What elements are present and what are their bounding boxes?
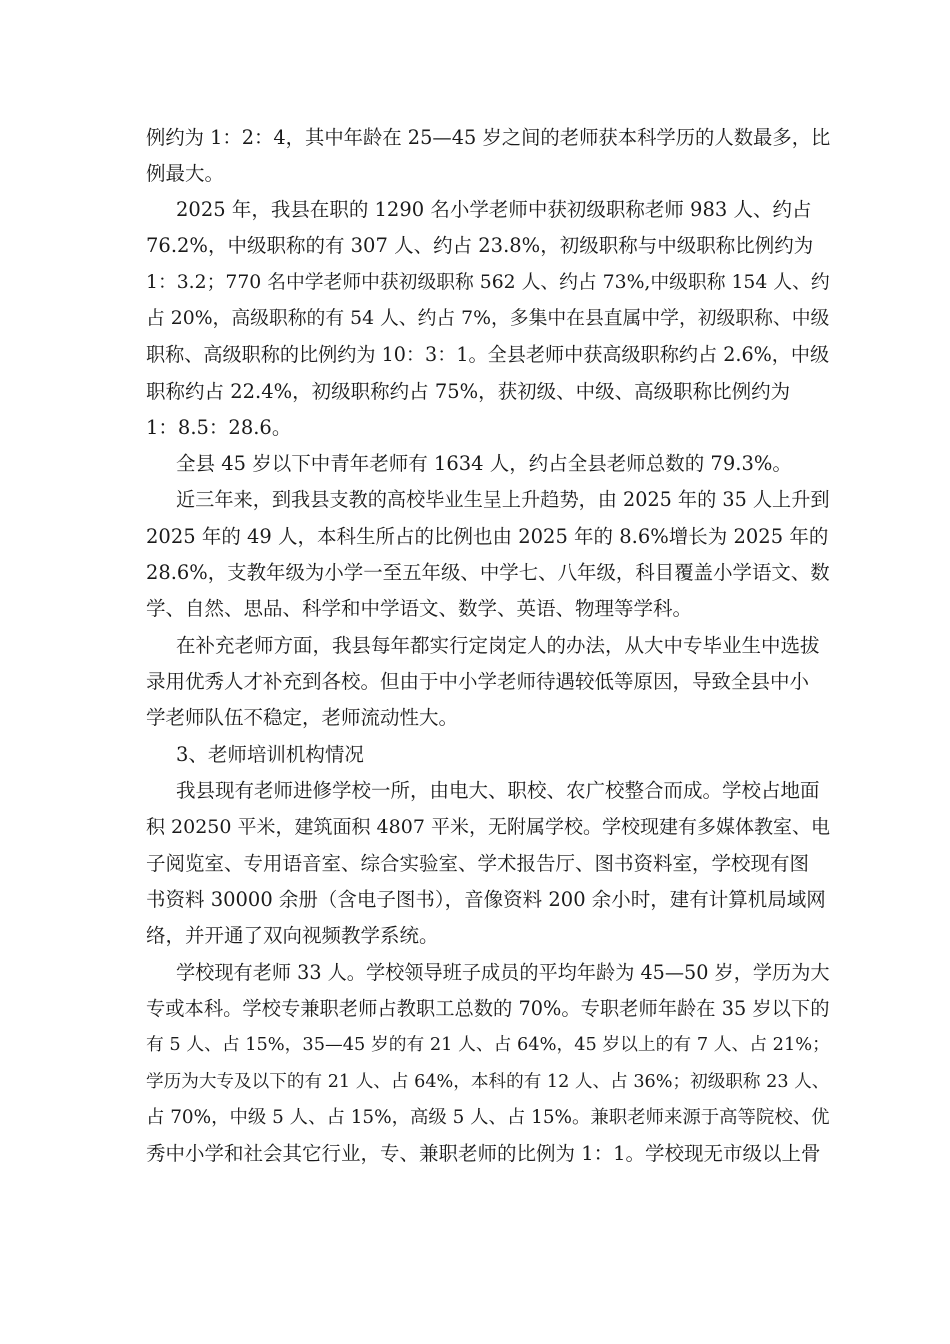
text-line: 占 70%，中级 5 人、占 15%，高级 5 人、占 15%。兼职老师来源于高等院校、优: [146, 1107, 830, 1128]
text-line: 学校现有老师 33 人。学校领导班子成员的平均年龄为 45—50 岁，学历为大: [176, 961, 830, 984]
section-heading: 3、老师培训机构情况: [176, 743, 364, 766]
text-line: 书资料 30000 余册（含电子图书），音像资料 200 余小时，建有计算机局域网: [146, 888, 826, 911]
text-line: 占 20%，高级职称的有 54 人、约占 7%，多集中在县直属中学，初级职称、中级: [146, 308, 830, 329]
text-line: 28.6%，支教年级为小学一至五年级、中学七、八年级，科目覆盖小学语文、数: [146, 561, 830, 584]
text-line: 学历为大专及以下的有 21 人、占 64%，本科的有 12 人、占 36%；初级职称 23 人、: [146, 1072, 830, 1092]
text-line: 学老师队伍不稳定，老师流动性大。: [146, 706, 459, 729]
text-line: 例约为 1：2：4，其中年龄在 25—45 岁之间的老师获本科学历的人数最多，比: [146, 126, 831, 149]
text-line: 在补充老师方面，我县每年都实行定岗定人的办法，从大中专毕业生中选拔: [176, 634, 820, 657]
text-line: 76.2%，中级职称的有 307 人、约占 23.8%，初级职称与中级职称比例约为: [146, 234, 814, 257]
text-line: 全县 45 岁以下中青年老师有 1634 人，约占全县老师总数的 79.3%。: [176, 452, 792, 475]
text-line: 近三年来，到我县支教的高校毕业生呈上升趋势，由 2025 年的 35 人上升到: [176, 488, 830, 511]
text-line: 秀中小学和社会其它行业，专、兼职老师的比例为 1：1。学校现无市级以上骨: [146, 1142, 821, 1165]
text-line: 例最大。: [146, 162, 225, 185]
text-line: 2025 年，我县在职的 1290 名小学老师中获初级职称老师 983 人、约占: [176, 198, 812, 221]
text-line: 专或本科。学校专兼职老师占教职工总数的 70%。专职老师年龄在 35 岁以下的: [146, 997, 830, 1020]
text-line: 络，并开通了双向视频教学系统。: [146, 924, 439, 947]
text-line: 有 5 人、占 15%，35—45 岁的有 21 人、占 64%，45 岁以上的有 7 人、占 21%；: [146, 1035, 830, 1055]
text-line: 子阅览室、专用语音室、综合实验室、学术报告厅、图书资料室，学校现有图: [146, 852, 810, 875]
text-line: 我县现有老师进修学校一所，由电大、职校、农广校整合而成。学校占地面: [176, 779, 820, 802]
text-line: 职称、高级职称的比例约为 10：3：1。全县老师中获高级职称约占 2.6%，中级: [146, 343, 830, 366]
text-line: 1：3.2；770 名中学老师中获初级职称 562 人、约占 73%,中级职称 154 人、约: [146, 272, 830, 293]
text-line: 积 20250 平米，建筑面积 4807 平米，无附属学校。学校现建有多媒体教室、电: [146, 816, 830, 838]
text-line: 学、自然、思品、科学和中学语文、数学、英语、物理等学科。: [146, 597, 693, 620]
text-line: 2025 年的 49 人，本科生所占的比例也由 2025 年的 8.6%增长为 2025 年的: [146, 525, 829, 548]
text-line: 职称约占 22.4%，初级职称约占 75%，获初级、中级、高级职称比例约为: [146, 380, 791, 403]
text-line: 录用优秀人才补充到各校。但由于中小学老师待遇较低等原因，导致全县中小: [146, 670, 810, 693]
text-line: 1：8.5：28.6。: [146, 416, 292, 439]
